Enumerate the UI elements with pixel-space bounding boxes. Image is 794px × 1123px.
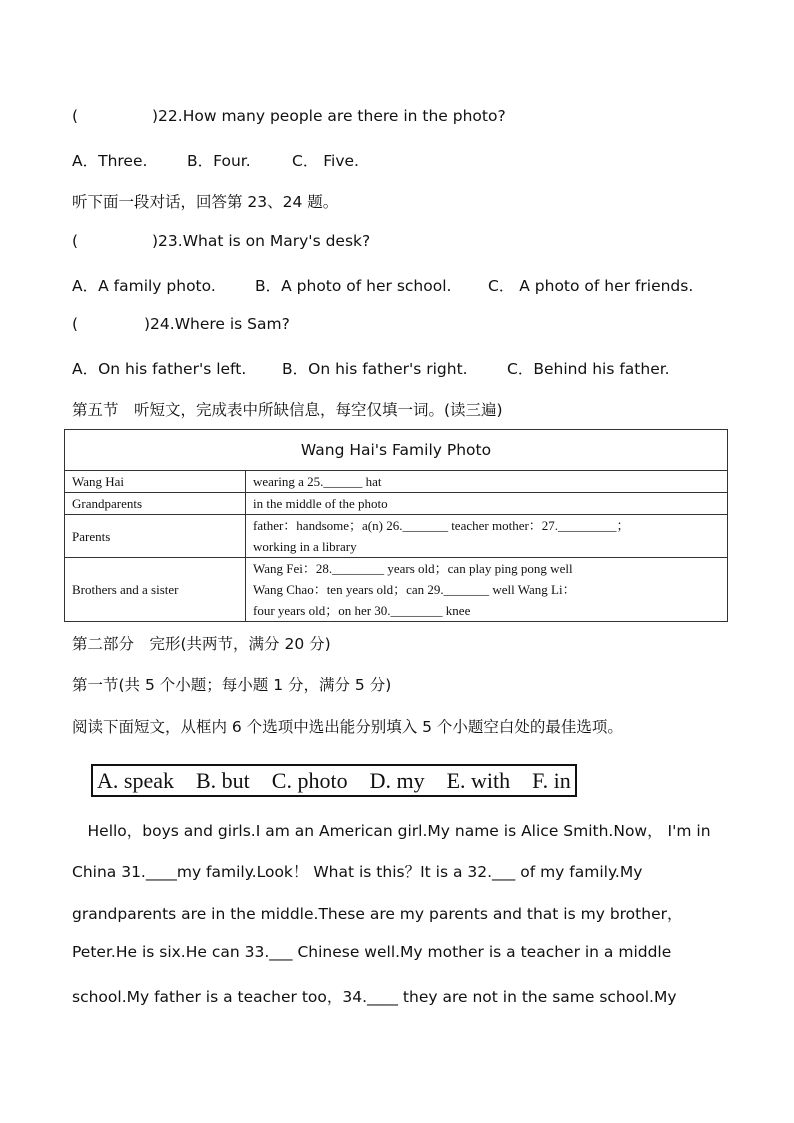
- answer-paren[interactable]: (: [72, 315, 79, 333]
- passage-line: grandparents are in the middle.These are my parents and that is my brother，: [72, 905, 683, 923]
- row-label: Wang Hai: [65, 471, 246, 493]
- cloze-instruction: 阅读下面短文，从框内 6 个选项中选出能分别填入 5 个小题空白处的最佳选项。: [72, 718, 623, 736]
- row-value: father：handsome；a(n) 26._______ teacher mother：27._________； working in a library: [246, 515, 728, 558]
- instruction-23-24: 听下面一段对话，回答第 23、24 题。: [72, 193, 339, 211]
- option-a: A．A family photo.: [72, 277, 216, 295]
- section-1-heading: 第一节(共 5 个小题；每小题 1 分，满分 5 分): [72, 676, 392, 694]
- question-22: [72, 107, 506, 125]
- option-b: B．A photo of her school.: [255, 277, 452, 295]
- option-a: A．On his father's left.: [72, 360, 247, 378]
- option-b: B．On his father's right.: [282, 360, 468, 378]
- option-c: C． Five.: [292, 152, 359, 170]
- table-title: Wang Hai's Family Photo: [65, 430, 728, 471]
- question-24-options: [72, 357, 670, 379]
- option-a: A．Three.: [72, 152, 148, 170]
- question-text: )22.How many people are there in the photo?: [152, 107, 506, 125]
- passage-line: China 31.____my family.Look！ What is this？It is a 32.___ of my family.My: [72, 863, 643, 881]
- question-23: [72, 232, 370, 250]
- question-text: )24.Where is Sam?: [144, 315, 290, 333]
- family-photo-table: [64, 429, 728, 622]
- table-row: [65, 493, 728, 515]
- section-5-heading: 第五节 听短文，完成表中所缺信息，每空仅填一词。(读三遍): [72, 401, 503, 419]
- table-row: [65, 558, 728, 622]
- options-box: [91, 764, 577, 797]
- option-item: F. in: [532, 768, 571, 793]
- option-b: B．Four.: [187, 152, 251, 170]
- answer-paren[interactable]: (: [72, 107, 79, 125]
- row-value: Wang Fei：28.________ years old；can play ping pong well Wang Chao：ten years old；can 29._______ well Wang Li： four years old；on her 30.________ knee: [246, 558, 728, 622]
- option-c: C．Behind his father.: [507, 360, 670, 378]
- option-item: D. my: [369, 768, 425, 793]
- passage-line: Peter.He is six.He can 33.___ Chinese well.My mother is a teacher in a middle: [72, 943, 672, 961]
- question-24: [72, 315, 290, 333]
- option-c: C． A photo of her friends.: [488, 277, 694, 295]
- table-row: [65, 515, 728, 558]
- question-22-options: [72, 149, 359, 171]
- option-item: A. speak: [97, 768, 174, 793]
- question-23-options: [72, 274, 693, 296]
- row-label: Brothers and a sister: [65, 558, 246, 622]
- part-2-heading: 第二部分 完形(共两节，满分 20 分): [72, 635, 331, 653]
- table-row: [65, 471, 728, 493]
- answer-paren[interactable]: (: [72, 232, 79, 250]
- passage-line: Hello，boys and girls.I am an American girl.My name is Alice Smith.Now， I'm in: [72, 822, 711, 840]
- option-item: B. but: [195, 768, 250, 793]
- option-item: C. photo: [271, 768, 348, 793]
- question-text: )23.What is on Mary's desk?: [152, 232, 371, 250]
- row-label: Grandparents: [65, 493, 246, 515]
- row-label: Parents: [65, 515, 246, 558]
- row-value: wearing a 25.______ hat: [246, 471, 728, 493]
- passage-line: school.My father is a teacher too，34.____ they are not in the same school.My: [72, 988, 677, 1006]
- row-value: in the middle of the photo: [246, 493, 728, 515]
- option-item: E. with: [446, 768, 511, 793]
